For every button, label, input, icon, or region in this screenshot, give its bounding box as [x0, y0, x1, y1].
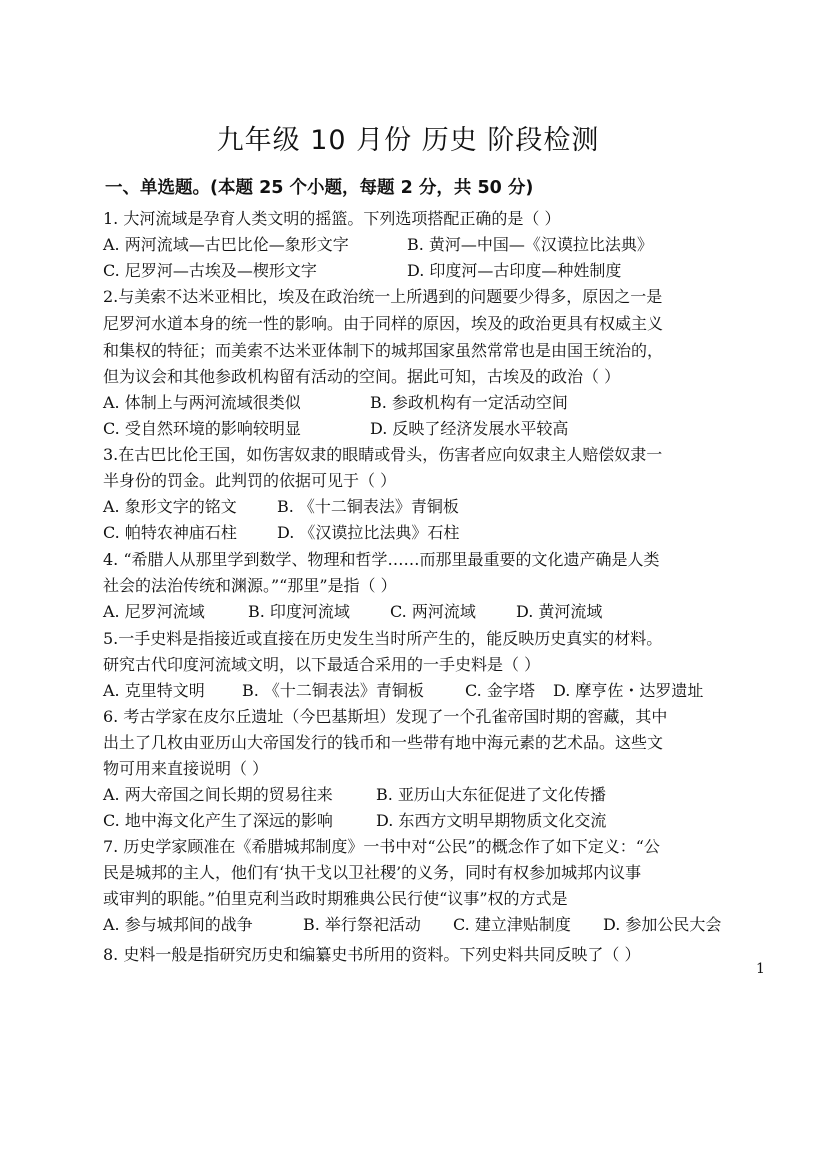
q2-option-a: A. 体制上与两河流域很类似: [103, 393, 301, 412]
q5-option-a: A. 克里特文明: [103, 681, 205, 700]
q4-option-b: B. 印度河流域: [248, 602, 350, 621]
exam-title: 九年级 10 月份 历史 阶段检测: [216, 125, 600, 156]
q4-option-a: A. 尼罗河流域: [103, 602, 205, 621]
q4-option-c: C. 两河流域: [390, 602, 476, 621]
q6-option-b: B. 亚历山大东征促进了文化传播: [376, 785, 606, 804]
q1-stem: 1. 大河流域是孕育人类文明的摇篮。下列选项搭配正确的是（ ）: [103, 209, 561, 228]
q7-option-b: B. 举行祭祀活动: [303, 915, 421, 934]
q6-option-d: D. 东西方文明早期物质文化交流: [376, 811, 607, 830]
q3-option-a: A. 象形文字的铭文: [103, 497, 237, 516]
q7-line-1: 7. 历史学家顾准在《希腊城邦制度》一书中对“公民”的概念作了如下定义：“公: [103, 837, 660, 856]
q8-line-1: 8. 史料一般是指研究历史和编纂史书所用的资料。下列史料共同反映了（ ）: [103, 945, 641, 964]
q1-option-a: A. 两河流域—古巴比伦—象形文字: [103, 235, 349, 254]
q5-line-2: 研究古代印度河流域文明，以下最适合采用的一手史料是（ ）: [103, 655, 541, 674]
q2-line-1: 2.与美索不达米亚相比，埃及在政治统一上所遇到的问题要少得多，原因之一是: [103, 287, 663, 306]
q1-option-c: C. 尼罗河—古埃及—楔形文字: [103, 261, 317, 280]
q3-option-d: D. 《汉谟拉比法典》石柱: [277, 523, 460, 542]
q2-line-3: 和集权的特征；而美索不达米亚体制下的城邦国家虽然常常也是由国王统治的，: [103, 341, 664, 360]
q7-option-a: A. 参与城邦间的战争: [103, 915, 253, 934]
q4-line-1: 4. “希腊人从那里学到数学、物理和哲学……而那里最重要的文化遗产确是人类: [103, 550, 660, 569]
q4-line-2: 社会的法治传统和渊源。”“那里”是指（ ）: [103, 576, 397, 595]
q2-option-b: B. 参政机构有一定活动空间: [370, 393, 568, 412]
section-heading: 一、单选题。(本题 25 个小题，每题 2 分，共 50 分): [105, 178, 534, 198]
q3-option-c: C. 帕特农神庙石柱: [103, 523, 237, 542]
q5-option-c: C. 金字塔: [465, 681, 535, 700]
q5-option-b: B. 《十二铜表法》青铜板: [242, 681, 424, 700]
page-number: 1: [756, 961, 765, 977]
q5-line-1: 5.一手史料是指接近或直接在历史发生当时所产生的，能反映历史真实的材料。: [103, 629, 663, 648]
q6-line-2: 出土了几枚由亚历山大帝国发行的钱币和一些带有地中海元素的艺术品。这些文: [103, 733, 664, 752]
q3-line-2: 半身份的罚金。此判罚的依据可见于（ ）: [103, 471, 397, 490]
q1-option-d: D. 印度河—古印度—种姓制度: [407, 261, 622, 280]
q7-option-c: C. 建立津贴制度: [453, 915, 571, 934]
q5-option-d: D. 摩亨佐・达罗遗址: [553, 681, 704, 700]
q6-line-1: 6. 考古学家在皮尔丘遗址（今巴基斯坦）发现了一个孔雀帝国时期的窖藏，其中: [103, 707, 668, 726]
q3-option-b: B. 《十二铜表法》青铜板: [277, 497, 459, 516]
q2-option-d: D. 反映了经济发展水平较高: [370, 419, 569, 438]
q4-option-d: D. 黄河流域: [516, 602, 603, 621]
q6-line-3: 物可用来直接说明（ ）: [103, 759, 269, 778]
q7-line-2: 民是城邦的主人，他们有‘执干戈以卫社稷’的义务，同时有权参加城邦内议事: [103, 863, 642, 882]
q2-line-2: 尼罗河水道本身的统一性的影响。由于同样的原因，埃及的政治更具有权威主义: [103, 314, 664, 333]
q2-option-c: C. 受自然环境的影响较明显: [103, 419, 301, 438]
q1-option-b: B. 黄河—中国—《汉谟拉比法典》: [407, 235, 653, 254]
q6-option-c: C. 地中海文化产生了深远的影响: [103, 811, 333, 830]
q6-option-a: A. 两大帝国之间长期的贸易往来: [103, 785, 333, 804]
q7-option-d: D. 参加公民大会: [603, 915, 722, 934]
q3-line-1: 3.在古巴比伦王国，如伤害奴隶的眼睛或骨头，伤害者应向奴隶主人赔偿奴隶一: [103, 445, 663, 464]
q7-line-3: 或审判的职能。”伯里克利当政时期雅典公民行使“议事”权的方式是: [103, 889, 568, 908]
q2-line-4: 但为议会和其他参政机构留有活动的空间。据此可知，古埃及的政治（ ）: [103, 367, 621, 386]
